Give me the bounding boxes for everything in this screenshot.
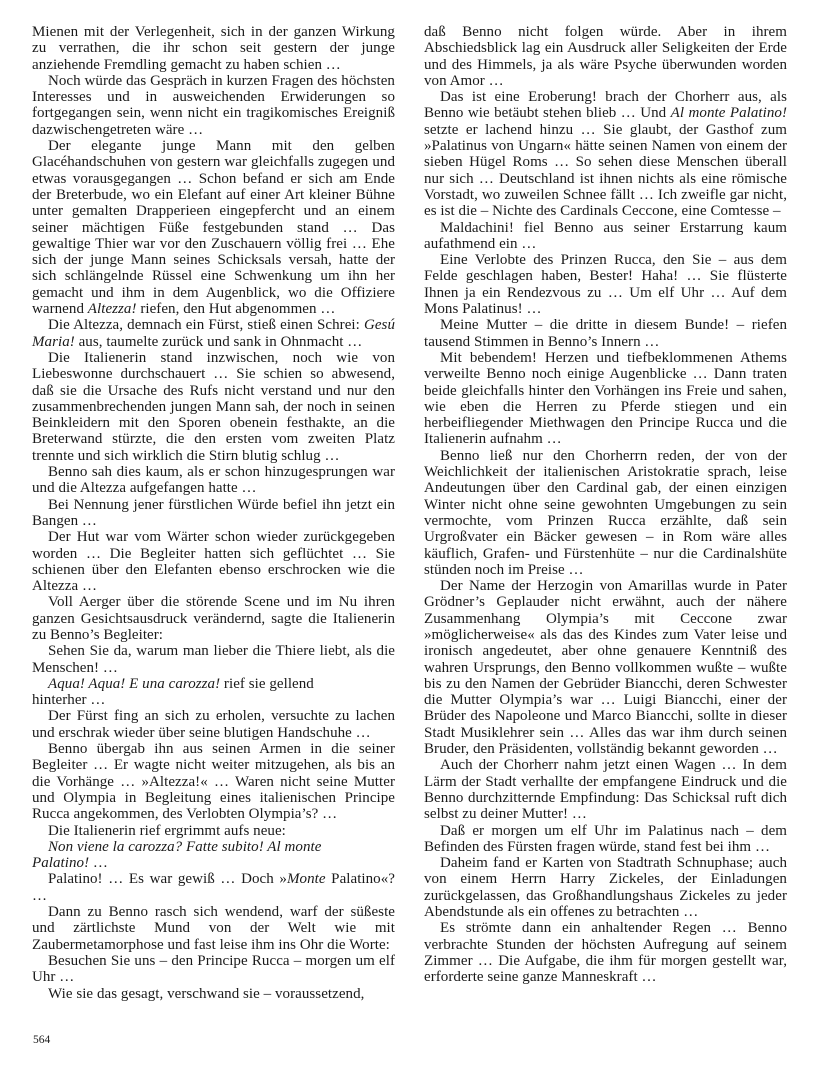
text-run: Palatino! … Es war gewiß … Doch » xyxy=(48,871,287,888)
paragraph xyxy=(424,757,787,822)
paragraph xyxy=(424,252,787,317)
text-run: Daß er morgen um elf Uhr im Palatinus nach – dem Befinden des Fürsten fragen würde, stand fest bei ihm … xyxy=(424,822,787,855)
paragraph xyxy=(32,594,395,643)
paragraph xyxy=(32,904,395,953)
text-run: Benno übergab ihn aus seinen Armen in die seiner Begleiter … Er wagte nicht weiter mitzugehen, als bis an die Vorhänge … »Altezza!« … Waren nicht seine Mutter und Olympia in Begleitung eines italienischen Principe Rucca angekommen, des Verlobten Olympia’s? … xyxy=(32,741,395,823)
page-number: 564 xyxy=(33,1034,51,1046)
text-run: hinterher … xyxy=(32,692,106,709)
text-run: Die Altezza, demnach ein Fürst, stieß einen Schrei: xyxy=(48,317,364,334)
text-run: Mit bebendem! Herzen und tiefbeklommenen Athems verweilte Benno noch einige Augenblicke … Dann traten beide gleichfalls hinter den Vorhängen ins Freie und sahen, wie eben die Herren zu Pferde stiegen und ein herbeifliegender Miethwagen den Principe Rucca und die Italienerin aufnahm … xyxy=(424,349,787,448)
paragraph xyxy=(32,953,395,986)
text-run: Mienen mit der Verlegenheit, sich in der ganzen Wirkung zu verrathen, die ihr schon seit gestern der junge anziehende Fremdling gemacht zu haben schien … xyxy=(32,24,395,73)
text-run: Maldachini! fiel Benno aus seiner Erstarrung kaum aufathmend ein … xyxy=(424,219,787,252)
text-run: Daheim fand er Karten von Stadtrath Schnuphase; auch von einem Herrn Harry Zickeles, der Einladungen zurückgelassen, das Großhandlungshaus Zickeles zu jeder Abendstunde als ein offenes zu betrachten … xyxy=(424,855,787,921)
paragraph xyxy=(424,317,787,350)
paragraph xyxy=(424,220,787,253)
text-run: Der Hut war vom Wärter schon wieder zurückgegeben worden … Die Begleiter hatten sich geflüchtet … Sie schienen über den Elefanten ebenso erschrocken wie die Altezza … xyxy=(32,529,395,595)
italic-text-run: Aqua! Aqua! E una carozza! xyxy=(48,675,221,692)
italic-text-run: Monte xyxy=(286,871,326,888)
text-run: Die Italienerin rief ergrimmt aufs neue: xyxy=(48,822,286,839)
paragraph xyxy=(424,920,787,985)
paragraph xyxy=(32,871,395,904)
paragraph xyxy=(424,823,787,856)
paragraph xyxy=(32,350,395,464)
text-run: Das ist eine Eroberung! brach der Chorherr aus, als Benno wie betäubt stehen blieb … Und xyxy=(424,89,787,122)
text-run: Besuchen Sie uns – den Principe Rucca – morgen um elf Uhr … xyxy=(32,952,395,986)
paragraph xyxy=(32,708,395,741)
paragraph xyxy=(32,839,395,872)
text-column-left xyxy=(32,24,395,1002)
italic-text-run: Altezza! xyxy=(87,301,137,318)
text-run: Der Name der Herzogin von Amarillas wurde in Pater Grödner’s Geplauder nicht erwähnt, auch der nähere Zusammenhang Olympia’s mit Ceccone zwar »möglicherweise« als das des Kindes zum Vater leise und ironisch angedeutet, aber ohne genauere Kenntniß des wahren Ursprungs, den Benno vollkommen wußte – wußte bis zu den Namen der Gebrüder Biancchi, deren Schwester die Mutter Olympia’s war … Luigi Biancchi, einer der Brüder des Napoleone und Marco Biancchi, sollte in dieser Stadt Musiklehrer sein … Alles das war ihm durch seinen Bruder, den Präsidenten, vollständig bekannt geworden … xyxy=(424,578,787,758)
italic-text-run: Palatino! xyxy=(32,855,90,872)
italic-text-run: Non viene la carozza? Fatte subito! Al monte xyxy=(48,838,322,855)
italic-text-run: Al monte Palatino! xyxy=(670,105,787,122)
text-run: Eine Verlobte des Prinzen Rucca, den Sie – aus dem Felde geschlagen haben, Bester! Haha! … Sie flüsterte Ihnen ja ein Rendezvous zu … Um elf Uhr … Auf dem Mons Palatinus! … xyxy=(424,252,787,318)
paragraph xyxy=(424,855,787,920)
text-run: setzte er lachend hinzu … Sie glaubt, der Gasthof zum »Palatinus von Ungarn« hätte seinen Namen von einem der sieben Hügel Roms … So sehen diese Menschen überall nur sich … Deutschland ist ihnen nichts als eine römische Vorstadt, wo zuweilen Schnee fällt … Ich zweifle gar nicht, es ist die – Nichte des Cardinals Ceccone, eine Comtesse – xyxy=(424,121,787,220)
text-run: … xyxy=(89,855,108,872)
paragraph xyxy=(32,464,395,497)
paragraph xyxy=(32,676,395,709)
text-run: Benno ließ nur den Chorherrn reden, der von der Weichlichkeit der italienischen Aristokratie sprach, leise Andeutungen über den Cardinal gab, der einen einzigen Winter nicht ohne seine gewohnten Umgebungen zu sein vermochte, vom Prinzen Rucca erzählte, daß sein Urgroßvater ein Bäcker gewesen – in Rom wäre alles käuflich, Grafen- und Fürstenhüte – nur die Cardinalshüte stünden noch im Preise … xyxy=(424,447,787,578)
text-run: Bei Nennung jener fürstlichen Würde befiel ihn jetzt ein Bangen … xyxy=(32,496,395,529)
paragraph xyxy=(32,497,395,530)
text-run: Meine Mutter – die dritte in diesem Bunde! – riefen tausend Stimmen in Benno’s Innern … xyxy=(424,317,787,350)
paragraph xyxy=(32,643,395,676)
paragraph xyxy=(32,741,395,822)
text-run: daß Benno nicht folgen würde. Aber in ihrem Abschiedsblick lag ein Ausdruck aller Seligkeiten der Erde und des Himmels, ja als wäre Psyche überwunden worden von Amor … xyxy=(424,24,787,89)
text-run: Wie sie das gesagt, verschwand sie – voraussetzend, xyxy=(48,985,365,1002)
text-run: Sehen Sie da, warum man lieber die Thiere liebt, als die Menschen! … xyxy=(32,643,395,676)
paragraph xyxy=(424,89,787,219)
paragraph xyxy=(424,350,787,448)
paragraph xyxy=(32,138,395,317)
text-run: Benno sah dies kaum, als er schon hinzugesprungen war und die Altezza aufgefangen hatte … xyxy=(32,464,395,497)
paragraph xyxy=(424,448,787,578)
paragraph xyxy=(424,578,787,757)
text-run: Die Italienerin stand inzwischen, noch wie von Liebeswonne durchschauert … Sie schien so abwesend, daß sie die Ursache des Rufs nicht verstand und nur den zusammenbrechenden jungen Mann sah, der noch in seinen Beinkleidern mit den Sporen obenein festhakte, an die Breterwand stürzte, die den ersten vom zweiten Platz trennte und sich wirklich die Stirn blutig schlug … xyxy=(32,349,395,464)
paragraph xyxy=(424,24,787,89)
paragraph xyxy=(32,823,395,839)
text-run: Auch der Chorherr nahm jetzt einen Wagen … In dem Lärm der Stadt verhallte der empfangene Eindruck und die Benno durchzitternde Empfindung: Das Schicksal ruft dich selbst zu deiner Mutter! … xyxy=(424,757,787,823)
text-run: Der elegante junge Mann mit den gelben Glacéhandschuhen von gestern war gleichfalls zugegen und etwas vorausgegangen … Schon befand er sich am Ende der Breterbude, wo ein Elefant auf einer Art kleiner Bühne unter gemalten Drapperieen eingepfercht und an einem seiner mächtigen Füße festgebunden stand … Das gewaltige Thier war vor den Zuschauern völlig frei … Ehe sich der junge Mann seines Schicksals versah, hatte der sich schlängelnde Rüssel eine Schwenkung um ihn her gemacht und ihm in dem Augenblick, wo die Offiziere warnend xyxy=(32,138,395,318)
text-run: Voll Aerger über die störende Scene und im Nu ihren ganzen Gesichtsausdruck verändernd, sagte die Italienerin zu Benno’s Begleiter: xyxy=(32,594,395,643)
paragraph xyxy=(32,529,395,594)
text-run: rief sie gellend xyxy=(220,675,314,692)
paragraph xyxy=(32,317,395,350)
text-run: Dann zu Benno rasch sich wendend, warf der süßeste und zärtlichste Mund von der Welt wie mit Zaubermetamorphose und fast leise ihm ins Ohr die Worte: xyxy=(32,904,395,953)
text-column-right xyxy=(424,24,787,1002)
text-run: Palatino«? … xyxy=(32,871,395,904)
text-run: Der Fürst fing an sich zu erholen, versuchte zu lachen und erschrak wieder über seine blutigen Handschuhe … xyxy=(32,708,395,741)
paragraph xyxy=(32,73,395,138)
paragraph xyxy=(32,24,395,73)
paragraph xyxy=(32,986,395,1002)
text-run: Noch würde das Gespräch in kurzen Fragen des höchsten Interesses und in ausweichenden Erwiderungen so fortgegangen sein, wenn nicht ein tragikomisches Ereigniß dazwischengetreten wäre … xyxy=(32,72,395,138)
italic-text-run: Gesú Maria! xyxy=(32,317,395,350)
text-run: Es strömte dann ein anhaltender Regen … Benno verbrachte Stunden der höchsten Aufregung auf seinem Zimmer … Die Aufgabe, die ihm für morgen gestellt war, erforderte seine ganze Manneskraft … xyxy=(424,920,787,986)
text-run: riefen, den Hut abgenommen … xyxy=(136,301,336,318)
text-run: aus, taumelte zurück und sank in Ohnmacht … xyxy=(74,333,363,350)
